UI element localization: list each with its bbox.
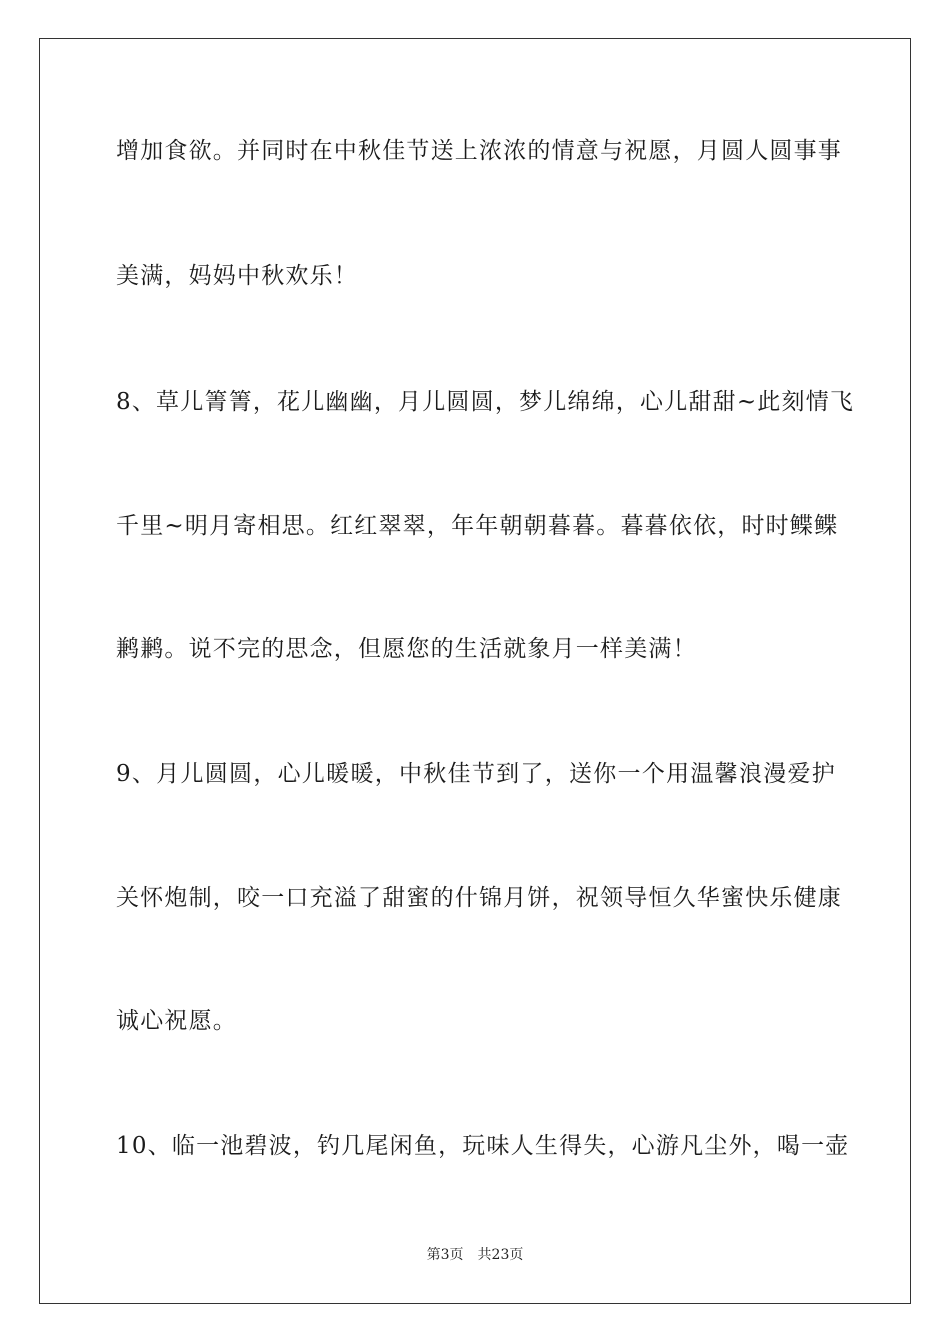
text-line-2: 美满，妈妈中秋欢乐！: [116, 263, 358, 289]
page-number-total: 共23页: [477, 1247, 524, 1263]
page-footer: [0, 1246, 950, 1264]
page-border: [39, 38, 911, 1304]
text-line-1: 增加食欲。并同时在中秋佳节送上浓浓的情意与祝愿，月圆人圆事事: [116, 138, 842, 164]
text-line-7: 关怀炮制，咬一口充溢了甜蜜的什锦月饼，祝领导恒久华蜜快乐健康: [116, 885, 842, 911]
text-line-4: 千里~明月寄相思。红红翠翠，年年朝朝暮暮。暮暮依依，时时鲽鲽: [116, 513, 839, 539]
text-line-5: 鹣鹣。说不完的思念，但愿您的生活就象月一样美满！: [116, 636, 697, 662]
page-number-current: 第3页: [426, 1247, 464, 1263]
text-line-6: 9、月儿圆圆，心儿暖暖，中秋佳节到了，送你一个用温馨浪漫爱护: [116, 761, 836, 787]
text-line-8: 诚心祝愿。: [116, 1008, 237, 1034]
text-line-9: 10、临一池碧波，钓几尾闲鱼，玩味人生得失，心游凡尘外，喝一壶: [116, 1133, 850, 1159]
text-line-3: 8、草儿箐箐，花儿幽幽，月儿圆圆，梦儿绵绵，心儿甜甜~此刻情飞: [116, 389, 855, 415]
